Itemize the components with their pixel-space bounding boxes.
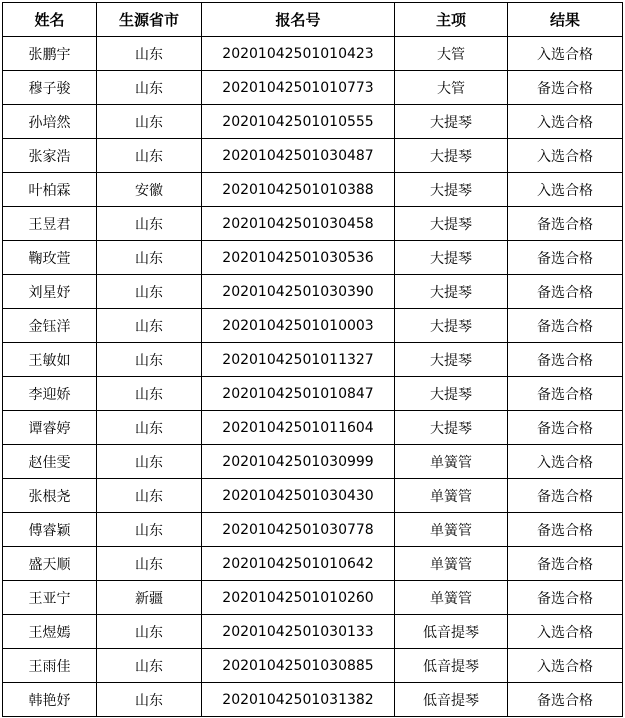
cell-result: 备选合格 bbox=[508, 275, 623, 309]
cell-province: 山东 bbox=[97, 343, 202, 377]
cell-name: 傅睿颖 bbox=[3, 513, 97, 547]
cell-name: 王亚宁 bbox=[3, 581, 97, 615]
cell-name: 赵佳雯 bbox=[3, 445, 97, 479]
table-row bbox=[3, 105, 623, 139]
cell-major: 单簧管 bbox=[395, 479, 508, 513]
cell-province: 山东 bbox=[97, 207, 202, 241]
cell-province: 山东 bbox=[97, 479, 202, 513]
cell-name: 谭睿婷 bbox=[3, 411, 97, 445]
cell-registration-number: 20201042501010773 bbox=[202, 71, 395, 105]
cell-province: 山东 bbox=[97, 71, 202, 105]
header-province: 生源省市 bbox=[97, 3, 202, 37]
table-row bbox=[3, 71, 623, 105]
table-body bbox=[3, 37, 623, 717]
cell-name: 鞠玫萱 bbox=[3, 241, 97, 275]
cell-province: 山东 bbox=[97, 445, 202, 479]
cell-registration-number: 20201042501010003 bbox=[202, 309, 395, 343]
cell-result: 入选合格 bbox=[508, 615, 623, 649]
cell-registration-number: 20201042501030487 bbox=[202, 139, 395, 173]
cell-major: 单簧管 bbox=[395, 513, 508, 547]
cell-result: 入选合格 bbox=[508, 173, 623, 207]
cell-province: 山东 bbox=[97, 649, 202, 683]
cell-result: 备选合格 bbox=[508, 547, 623, 581]
cell-major: 单簧管 bbox=[395, 581, 508, 615]
table-row bbox=[3, 649, 623, 683]
cell-province: 山东 bbox=[97, 683, 202, 717]
cell-province: 安徽 bbox=[97, 173, 202, 207]
cell-major: 大管 bbox=[395, 71, 508, 105]
cell-province: 山东 bbox=[97, 37, 202, 71]
cell-registration-number: 20201042501030133 bbox=[202, 615, 395, 649]
table-row bbox=[3, 309, 623, 343]
cell-major: 单簧管 bbox=[395, 445, 508, 479]
cell-province: 山东 bbox=[97, 547, 202, 581]
cell-registration-number: 20201042501010260 bbox=[202, 581, 395, 615]
cell-registration-number: 20201042501010642 bbox=[202, 547, 395, 581]
cell-province: 山东 bbox=[97, 139, 202, 173]
cell-major: 大提琴 bbox=[395, 241, 508, 275]
cell-province: 山东 bbox=[97, 513, 202, 547]
cell-name: 王敏如 bbox=[3, 343, 97, 377]
cell-major: 大提琴 bbox=[395, 207, 508, 241]
cell-province: 山东 bbox=[97, 411, 202, 445]
cell-result: 备选合格 bbox=[508, 683, 623, 717]
cell-result: 备选合格 bbox=[508, 513, 623, 547]
cell-result: 备选合格 bbox=[508, 343, 623, 377]
cell-registration-number: 20201042501030458 bbox=[202, 207, 395, 241]
cell-registration-number: 20201042501030778 bbox=[202, 513, 395, 547]
cell-major: 大提琴 bbox=[395, 105, 508, 139]
cell-result: 备选合格 bbox=[508, 411, 623, 445]
cell-major: 大管 bbox=[395, 37, 508, 71]
cell-name: 王昱君 bbox=[3, 207, 97, 241]
header-row bbox=[3, 3, 623, 37]
table-header bbox=[3, 3, 623, 37]
cell-result: 入选合格 bbox=[508, 37, 623, 71]
cell-major: 大提琴 bbox=[395, 343, 508, 377]
cell-result: 入选合格 bbox=[508, 139, 623, 173]
cell-name: 叶柏霖 bbox=[3, 173, 97, 207]
cell-major: 单簧管 bbox=[395, 547, 508, 581]
cell-registration-number: 20201042501030885 bbox=[202, 649, 395, 683]
table-row bbox=[3, 513, 623, 547]
header-result: 结果 bbox=[508, 3, 623, 37]
cell-major: 低音提琴 bbox=[395, 615, 508, 649]
header-registration-number: 报名号 bbox=[202, 3, 395, 37]
cell-registration-number: 20201042501030999 bbox=[202, 445, 395, 479]
cell-result: 备选合格 bbox=[508, 241, 623, 275]
cell-registration-number: 20201042501011327 bbox=[202, 343, 395, 377]
cell-name: 张根尧 bbox=[3, 479, 97, 513]
table-row bbox=[3, 207, 623, 241]
table-row bbox=[3, 411, 623, 445]
cell-name: 盛天顺 bbox=[3, 547, 97, 581]
cell-major: 大提琴 bbox=[395, 139, 508, 173]
table-row bbox=[3, 547, 623, 581]
cell-registration-number: 20201042501031382 bbox=[202, 683, 395, 717]
table-row bbox=[3, 445, 623, 479]
cell-province: 新疆 bbox=[97, 581, 202, 615]
cell-major: 低音提琴 bbox=[395, 683, 508, 717]
cell-major: 大提琴 bbox=[395, 275, 508, 309]
cell-province: 山东 bbox=[97, 105, 202, 139]
cell-province: 山东 bbox=[97, 275, 202, 309]
cell-registration-number: 20201042501010423 bbox=[202, 37, 395, 71]
cell-province: 山东 bbox=[97, 615, 202, 649]
table-row bbox=[3, 377, 623, 411]
table-row bbox=[3, 275, 623, 309]
cell-registration-number: 20201042501010555 bbox=[202, 105, 395, 139]
cell-result: 备选合格 bbox=[508, 377, 623, 411]
cell-name: 金钰洋 bbox=[3, 309, 97, 343]
table-row bbox=[3, 241, 623, 275]
results-table bbox=[2, 2, 623, 717]
header-major: 主项 bbox=[395, 3, 508, 37]
cell-name: 孙培然 bbox=[3, 105, 97, 139]
cell-result: 备选合格 bbox=[508, 71, 623, 105]
cell-result: 备选合格 bbox=[508, 309, 623, 343]
cell-province: 山东 bbox=[97, 377, 202, 411]
cell-registration-number: 20201042501030390 bbox=[202, 275, 395, 309]
table-row bbox=[3, 173, 623, 207]
cell-name: 张家浩 bbox=[3, 139, 97, 173]
cell-result: 入选合格 bbox=[508, 105, 623, 139]
cell-registration-number: 20201042501010388 bbox=[202, 173, 395, 207]
table-row bbox=[3, 139, 623, 173]
cell-province: 山东 bbox=[97, 241, 202, 275]
table-row bbox=[3, 37, 623, 71]
cell-registration-number: 20201042501030430 bbox=[202, 479, 395, 513]
cell-name: 李迎娇 bbox=[3, 377, 97, 411]
table-row bbox=[3, 683, 623, 717]
cell-name: 王雨佳 bbox=[3, 649, 97, 683]
cell-name: 穆子骏 bbox=[3, 71, 97, 105]
table-row bbox=[3, 479, 623, 513]
cell-name: 张鹏宇 bbox=[3, 37, 97, 71]
cell-registration-number: 20201042501011604 bbox=[202, 411, 395, 445]
cell-name: 韩艳妤 bbox=[3, 683, 97, 717]
cell-name: 王煜嫣 bbox=[3, 615, 97, 649]
cell-registration-number: 20201042501030536 bbox=[202, 241, 395, 275]
cell-major: 低音提琴 bbox=[395, 649, 508, 683]
cell-result: 备选合格 bbox=[508, 479, 623, 513]
cell-major: 大提琴 bbox=[395, 377, 508, 411]
table-row bbox=[3, 615, 623, 649]
header-name: 姓名 bbox=[3, 3, 97, 37]
table-row bbox=[3, 343, 623, 377]
cell-result: 入选合格 bbox=[508, 445, 623, 479]
cell-major: 大提琴 bbox=[395, 411, 508, 445]
cell-result: 备选合格 bbox=[508, 581, 623, 615]
cell-result: 入选合格 bbox=[508, 649, 623, 683]
cell-result: 备选合格 bbox=[508, 207, 623, 241]
table-row bbox=[3, 581, 623, 615]
cell-major: 大提琴 bbox=[395, 309, 508, 343]
cell-major: 大提琴 bbox=[395, 173, 508, 207]
cell-name: 刘星妤 bbox=[3, 275, 97, 309]
cell-province: 山东 bbox=[97, 309, 202, 343]
cell-registration-number: 20201042501010847 bbox=[202, 377, 395, 411]
